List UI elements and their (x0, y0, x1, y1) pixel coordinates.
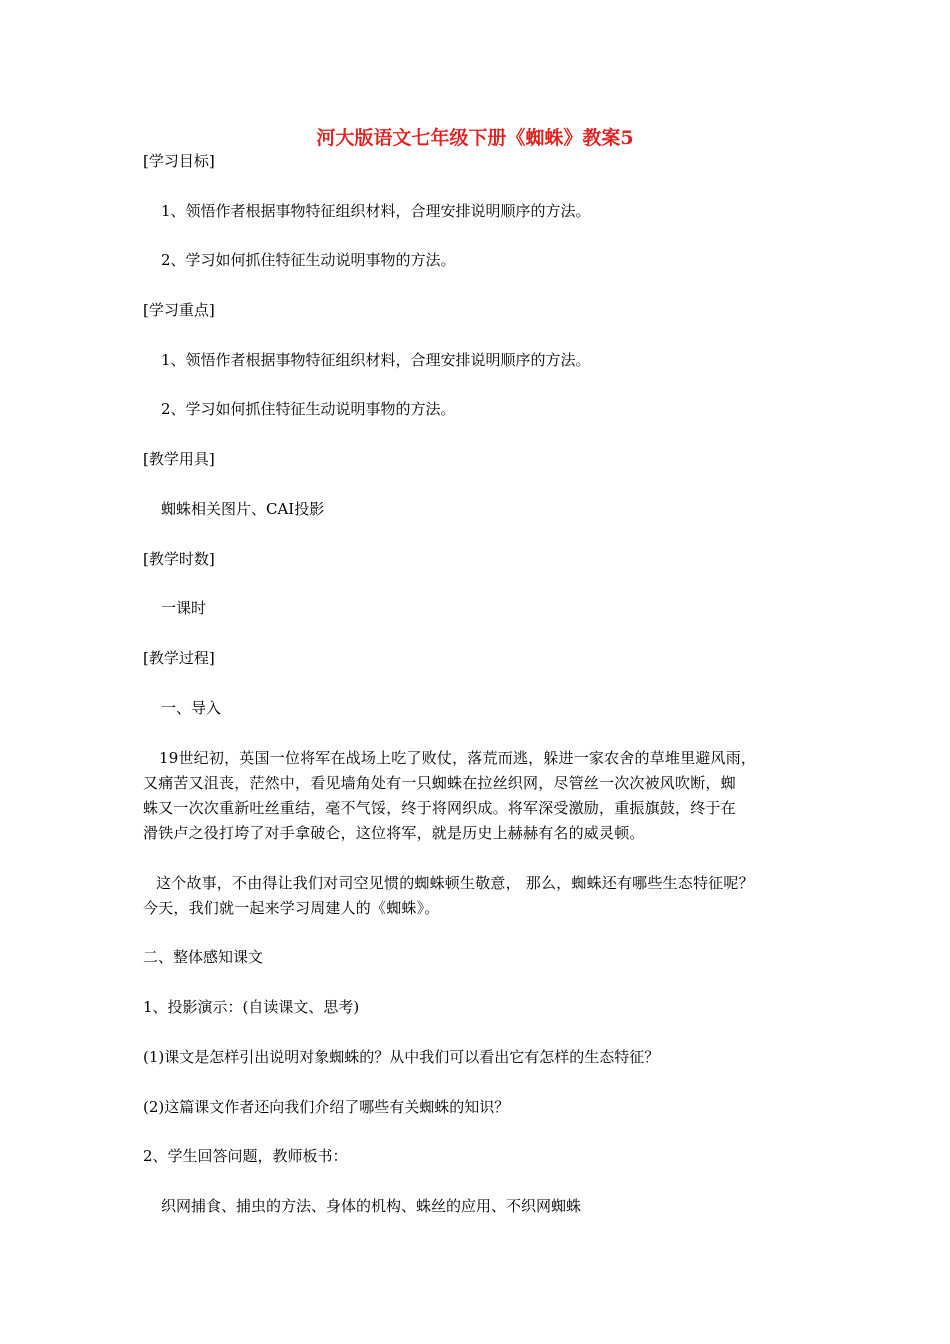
section-heading-teaching-process: [教学过程] (143, 649, 215, 667)
reflection-paragraph (143, 871, 808, 921)
reflection-line: 这个故事，不由得让我们对司空见惯的蜘蛛顿生敬意， 那么，蜘蛛还有哪些生态特征呢？ (156, 874, 754, 892)
story-line: 19世纪初，英国一位将军在战场上吃了败仗，落荒而逃，躲进一家农舍的草堆里避风雨， (159, 749, 757, 767)
section-heading-key-points: [学习重点] (143, 301, 215, 319)
key-point-item-2: 2、学习如何抓住特征生动说明事物的方法。 (161, 400, 456, 418)
key-point-item-1: 1、领悟作者根据事物特征组织材料，合理安排说明顺序的方法。 (161, 351, 591, 369)
question-1: (1)课文是怎样引出说明对象蜘蛛的？从中我们可以看出它有怎样的生态特征？ (143, 1048, 660, 1066)
story-line: 又痛苦又沮丧，茫然中，看见墙角处有一只蜘蛛在拉丝织网，尽管丝一次次被风吹断，蜘 (143, 774, 736, 792)
story-line: 滑铁卢之役打垮了对手拿破仑，这位将军，就是历史上赫赫有名的威灵顿。 (143, 824, 645, 842)
board-notes: 织网捕食、捕虫的方法、身体的机构、蛛丝的应用、不织网蜘蛛 (161, 1197, 582, 1215)
overall-perception-item-1: 1、投影演示：(自读课文、思考) (143, 998, 360, 1016)
class-hours-item: 一课时 (161, 599, 207, 617)
document-title: 河大版语文七年级下册《蜘蛛》教案5 (316, 127, 634, 149)
section-heading-teaching-tools: [教学用具] (143, 450, 215, 468)
question-2: (2)这篇课文作者还向我们介绍了哪些有关蜘蛛的知识？ (143, 1098, 510, 1116)
learning-goal-item-1: 1、领悟作者根据事物特征组织材料，合理安排说明顺序的方法。 (161, 202, 591, 220)
overall-perception-item-2: 2、学生回答问题，教师板书： (143, 1147, 348, 1165)
process-subheading-overall-perception: 二、整体感知课文 (143, 948, 264, 966)
process-subheading-introduction: 一、导入 (161, 699, 222, 717)
story-line: 蛛又一次次重新吐丝重结，毫不气馁，终于将网织成。将军深受激励，重振旗鼓，终于在 (143, 799, 736, 817)
story-paragraph (143, 746, 808, 846)
teaching-tools-item: 蜘蛛相关图片、CAI投影 (161, 500, 325, 518)
section-heading-learning-goals: [学习目标] (143, 152, 215, 170)
learning-goal-item-2: 2、学习如何抓住特征生动说明事物的方法。 (161, 251, 456, 269)
section-heading-class-hours: [教学时数] (143, 550, 215, 568)
reflection-line: 今天，我们就一起来学习周建人的《蜘蛛》。 (143, 899, 440, 917)
